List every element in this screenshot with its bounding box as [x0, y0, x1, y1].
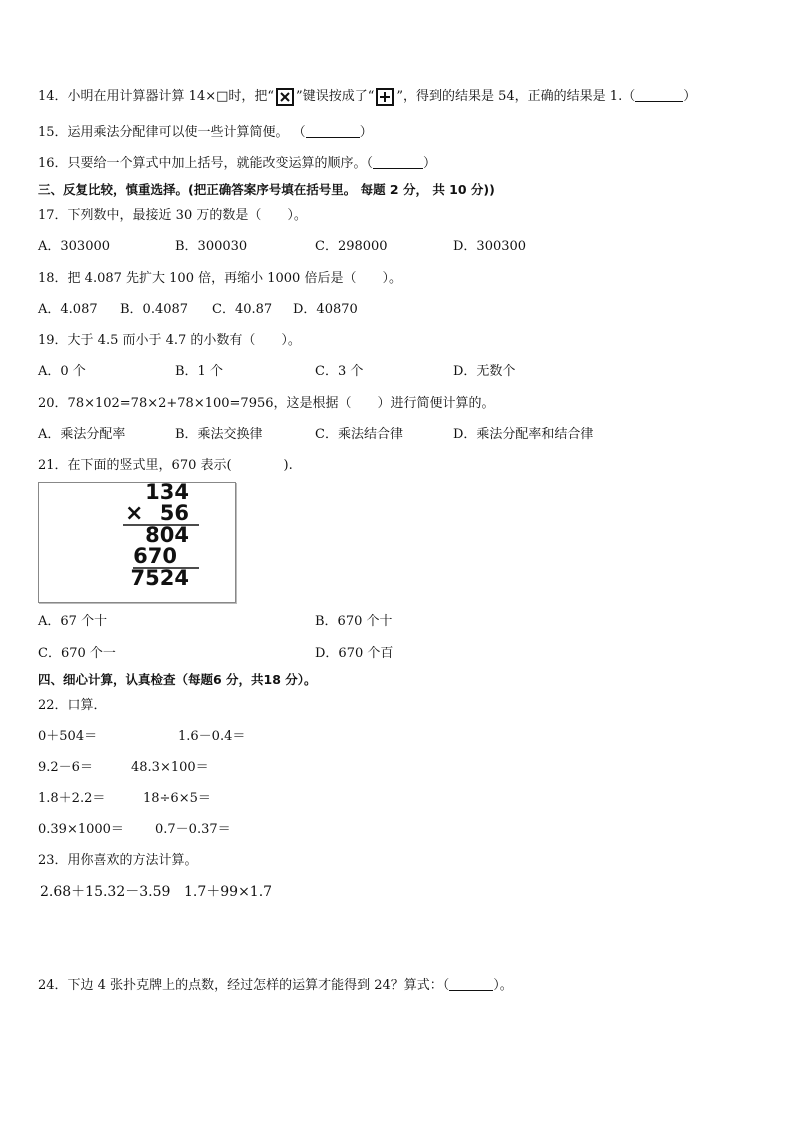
- section-4-heading: 四、细心计算，认真检查（每题6 分，共18 分）。: [38, 672, 317, 687]
- q20-option-b[interactable]: B．乘法交换律: [175, 427, 263, 442]
- calc-partial-2: 670: [133, 544, 177, 568]
- q24-end: ）。: [493, 978, 513, 993]
- q22-item-8: 0.7－0.37＝: [155, 822, 231, 837]
- q20-option-d[interactable]: D．乘法分配率和结合律: [453, 427, 594, 442]
- multiply-key-icon: [276, 88, 294, 106]
- q20-option-c[interactable]: C．乘法结合律: [315, 427, 403, 442]
- q17-option-d[interactable]: D．300300: [453, 239, 527, 254]
- q16-end: ）: [423, 156, 437, 171]
- q22-item-2: 1.6－0.4＝: [178, 729, 246, 744]
- question-16: [38, 155, 436, 173]
- q18-option-a[interactable]: A．4.087: [38, 302, 98, 317]
- q15-text: 15．运用乘法分配律可以使一些计算简便。 （: [38, 125, 306, 140]
- q22-item-1: 0＋504＝: [38, 729, 98, 744]
- q23-expression-1: 2.68＋15.32－3.59: [40, 884, 171, 900]
- q22-item-4: 48.3×100＝: [131, 760, 209, 775]
- q17-option-c[interactable]: C．298000: [315, 239, 388, 254]
- calc-multiply-sign: ×: [125, 501, 144, 526]
- plus-key-icon: [376, 88, 394, 106]
- q16-text: 16．只要给一个算式中加上括号，就能改变运算的顺序。（: [38, 156, 374, 171]
- question-23-stem: 23．用你喜欢的方法计算。: [38, 853, 198, 868]
- question-15: [38, 124, 373, 142]
- calc-result: 7524: [130, 566, 189, 590]
- q18-option-c[interactable]: C．40.87: [212, 302, 273, 317]
- q14-text-4: ）: [683, 89, 697, 104]
- calc-multiplier: 56: [159, 501, 189, 525]
- q20-option-a[interactable]: A．乘法分配率: [38, 427, 126, 442]
- q17-option-b[interactable]: B．300030: [175, 239, 248, 254]
- q15-answer-blank[interactable]: [306, 125, 360, 138]
- q18-option-d[interactable]: D．40870: [293, 302, 358, 317]
- question-17-stem: 17．下列数中，最接近 30 万的数是（ ）。: [38, 208, 307, 223]
- section-3-heading: 三、反复比较，慎重选择。(把正确答案序号填在括号里。 每题 2 分， 共 10 分)): [38, 182, 495, 197]
- q14-text-2: ”键误按成了“: [296, 89, 375, 104]
- q19-option-c[interactable]: C．3 个: [315, 364, 364, 379]
- question-21-stem: 21．在下面的竖式里，670 表示( ).: [38, 458, 293, 473]
- q17-option-a[interactable]: A．303000: [38, 239, 111, 254]
- question-22-stem: 22．口算．: [38, 698, 107, 713]
- q19-option-b[interactable]: B．1 个: [175, 364, 223, 379]
- q14-answer-blank[interactable]: [635, 89, 683, 102]
- q22-item-7: 0.39×1000＝: [38, 822, 124, 837]
- question-24: [38, 977, 513, 995]
- q14-text-1: 14．小明在用计算器计算 14×□时，把“: [38, 89, 275, 104]
- q24-text: 24．下边 4 张扑克牌上的点数，经过怎样的运算才能得到 24？算式：（: [38, 978, 450, 993]
- q22-item-5: 1.8＋2.2＝: [38, 791, 106, 806]
- q19-option-d[interactable]: D．无数个: [453, 364, 516, 379]
- question-18-stem: 18．把 4.087 先扩大 100 倍，再缩小 1000 倍后是（ ）。: [38, 271, 402, 286]
- q24-answer-blank[interactable]: [449, 978, 493, 991]
- q21-option-a[interactable]: A．67 个十: [38, 614, 108, 629]
- q22-item-6: 18÷6×5＝: [143, 791, 211, 806]
- vertical-multiplication-figure: [38, 482, 236, 603]
- question-19-stem: 19．大于 4.5 而小于 4.7 的小数有（ ）。: [38, 333, 301, 348]
- q14-text-3: ”，得到的结果是 54，正确的结果是 1.（: [396, 89, 636, 104]
- q15-end: ）: [359, 125, 373, 140]
- question-14: [38, 88, 696, 106]
- calc-partial-1: 804: [145, 523, 189, 547]
- q22-item-3: 9.2－6＝: [38, 760, 93, 775]
- calc-top-number: 134: [145, 483, 189, 504]
- q21-option-b[interactable]: B．670 个十: [315, 614, 393, 629]
- q23-expression-2: 1.7＋99×1.7: [184, 884, 273, 900]
- question-20-stem: 20．78×102=78×2+78×100=7956，这是根据（ ）进行简便计算的。: [38, 396, 495, 411]
- q19-option-a[interactable]: A．0 个: [38, 364, 86, 379]
- q21-option-d[interactable]: D．670 个百: [315, 646, 394, 661]
- q18-option-b[interactable]: B．0.4087: [120, 302, 189, 317]
- q21-option-c[interactable]: C．670 个一: [38, 646, 116, 661]
- q16-answer-blank[interactable]: [373, 156, 423, 169]
